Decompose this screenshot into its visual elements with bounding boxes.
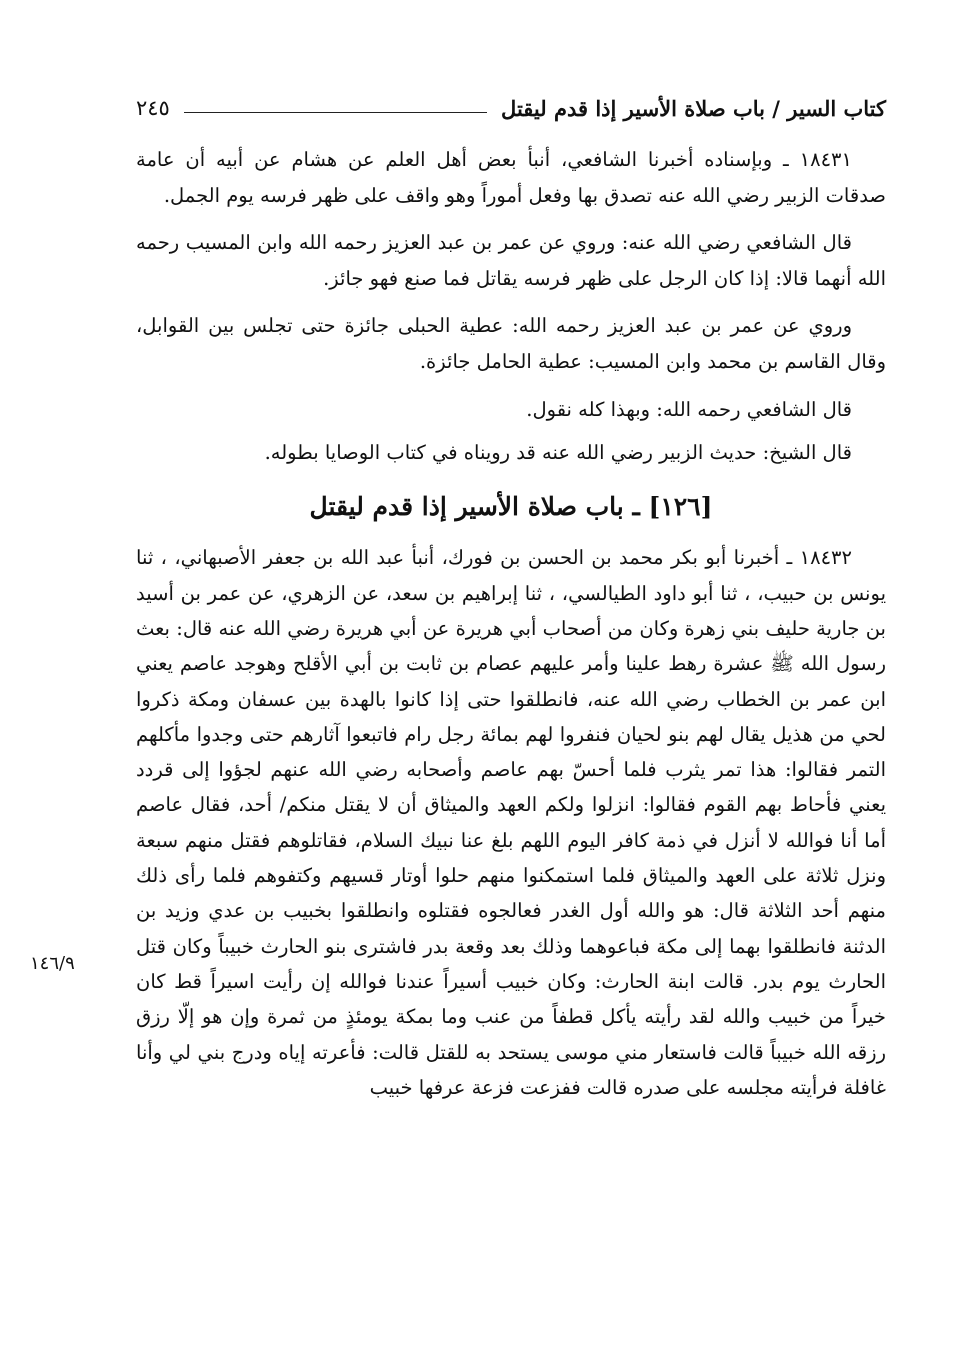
- page-number: ٢٤٥: [136, 96, 170, 120]
- paragraph-shafii-statement: قال الشافعي رضي الله عنه: وروي عن عمر بن عبد العزيز رحمه الله وابن المسيب رحمه الله أنهما قالا: إذا كان الرجل على ظهر فرسه يقاتل فما صنع فهو جائز.: [136, 231, 886, 290]
- page-body: [136, 142, 886, 1105]
- header-rule: [184, 112, 487, 113]
- paragraph-shafii-conclusion: قال الشافعي رحمه الله: وبهذا كله نقول.: [526, 397, 852, 421]
- paragraph-hadith-18432: ١٨٤٣٢ ـ أخبرنا أبو بكر محمد بن الحسن بن فورك، أنبأ عبد الله بن جعفر الأصبهاني، ، ثنا يونس بن حبيب، ، ثنا أبو داود الطيالسي، ، ثنا إبراهيم بن سعد، عن الزهري، عن عمر بن أسيد بن جارية حليف بني زهرة وكان من أصحاب أبي هريرة عن أبي هريرة رضي الله عنه قال: بعث رسول الله ﷺ عشرة رهط علينا وأمر عليهم عصام بن ثابت بن أبي الأقلح وهوجد عاصم يعني ابن عمر بن الخطاب رضي الله عنه، فانطلقوا حتى إذا كانوا بالهدة بين عسفان ومكة ذكروا لحي من هذيل يقال لهم بنو لحيان فنفروا لهم بمائة رجل رام فاتبعوا آثارهم حتى وجدوا مأكلهم التمر فقالوا: هذا تمر يثرب فلما أحسّ بهم عاصم وأصحابه رضي الله عنهم لجؤوا إلى قردد يعني فأحاط بهم القوم فقالوا: انزلوا ولكم العهد والميثاق أن لا يقتل منكم/ أحد، فقال عاصم أما أنا فوالله لا أنزل في ذمة كافر اليوم اللهم بلغ عنا نبيك السلام، فقاتلوهم فقتل منهم سبعة ونزل ثلاثة على العهد والميثاق فلما استمكنوا منهم حلوا أوتار قسيهم وكتفوهم فلما رأى ذلك منهم أحد الثلاثة قال: هو والله أول الغدر فعالجوه فقتلوه وانطلقوا بخبيب بن عدي وزيد بن الدثنة فانطلقوا بهما إلى مكة فباعوهما وذلك بعد وقعة بدر فاشترى بنو الحارث خبيباً وكان قتل الحارث يوم بدر. قالت ابنة الحارث: وكان خبيب أسيراً عندنا فوالله إن رأيت اسيراً قط كان خيراً من خبيب والله لقد رأيته يأكل قطفاً من عنب وما بمكة يومئذٍ من ثمرة وإن هو إلّا رزق رزقه الله خبيباً قالت فاستعار مني موسى يستحد به للقتل قالت: فأعرته إياه ودرج بني لي وأنا غافلة فرأيته مجلسه على صدره قالت ففزعت فزعة عرفها خبيب: [136, 546, 886, 1099]
- paragraph-shaykh-note: قال الشيخ: حديث الزبير رضي الله عنه قد رويناه في كتاب الوصايا بطوله.: [264, 441, 852, 465]
- running-header-title: كتاب السير / باب صلاة الأسير إذا قدم ليقتل: [501, 95, 886, 121]
- margin-volume-page-reference: ١٤٦/٩: [30, 953, 75, 974]
- paragraph-umar-narration: وروي عن عمر بن عبد العزيز رحمه الله: عطية الحبلى جائزة حتى تجلس بين القوابل، وقال القاسم بن محمد وابن المسيب: عطية الحامل جائزة.: [136, 314, 886, 373]
- section-heading: [١٢٦] ـ باب صلاة الأسير إذا قدم ليقتل: [309, 491, 713, 521]
- paragraph-hadith-18431: ١٨٤٣١ ـ وبإسناده أخبرنا الشافعي، أنبأ بعض أهل العلم عن هشام عن أبيه أن عامة صدقات الزبير رضي الله عنه تصدق بها وفعل أموراً وهو واقف على ظهر فرسه يوم الجمل.: [136, 148, 886, 207]
- running-header: [136, 88, 886, 128]
